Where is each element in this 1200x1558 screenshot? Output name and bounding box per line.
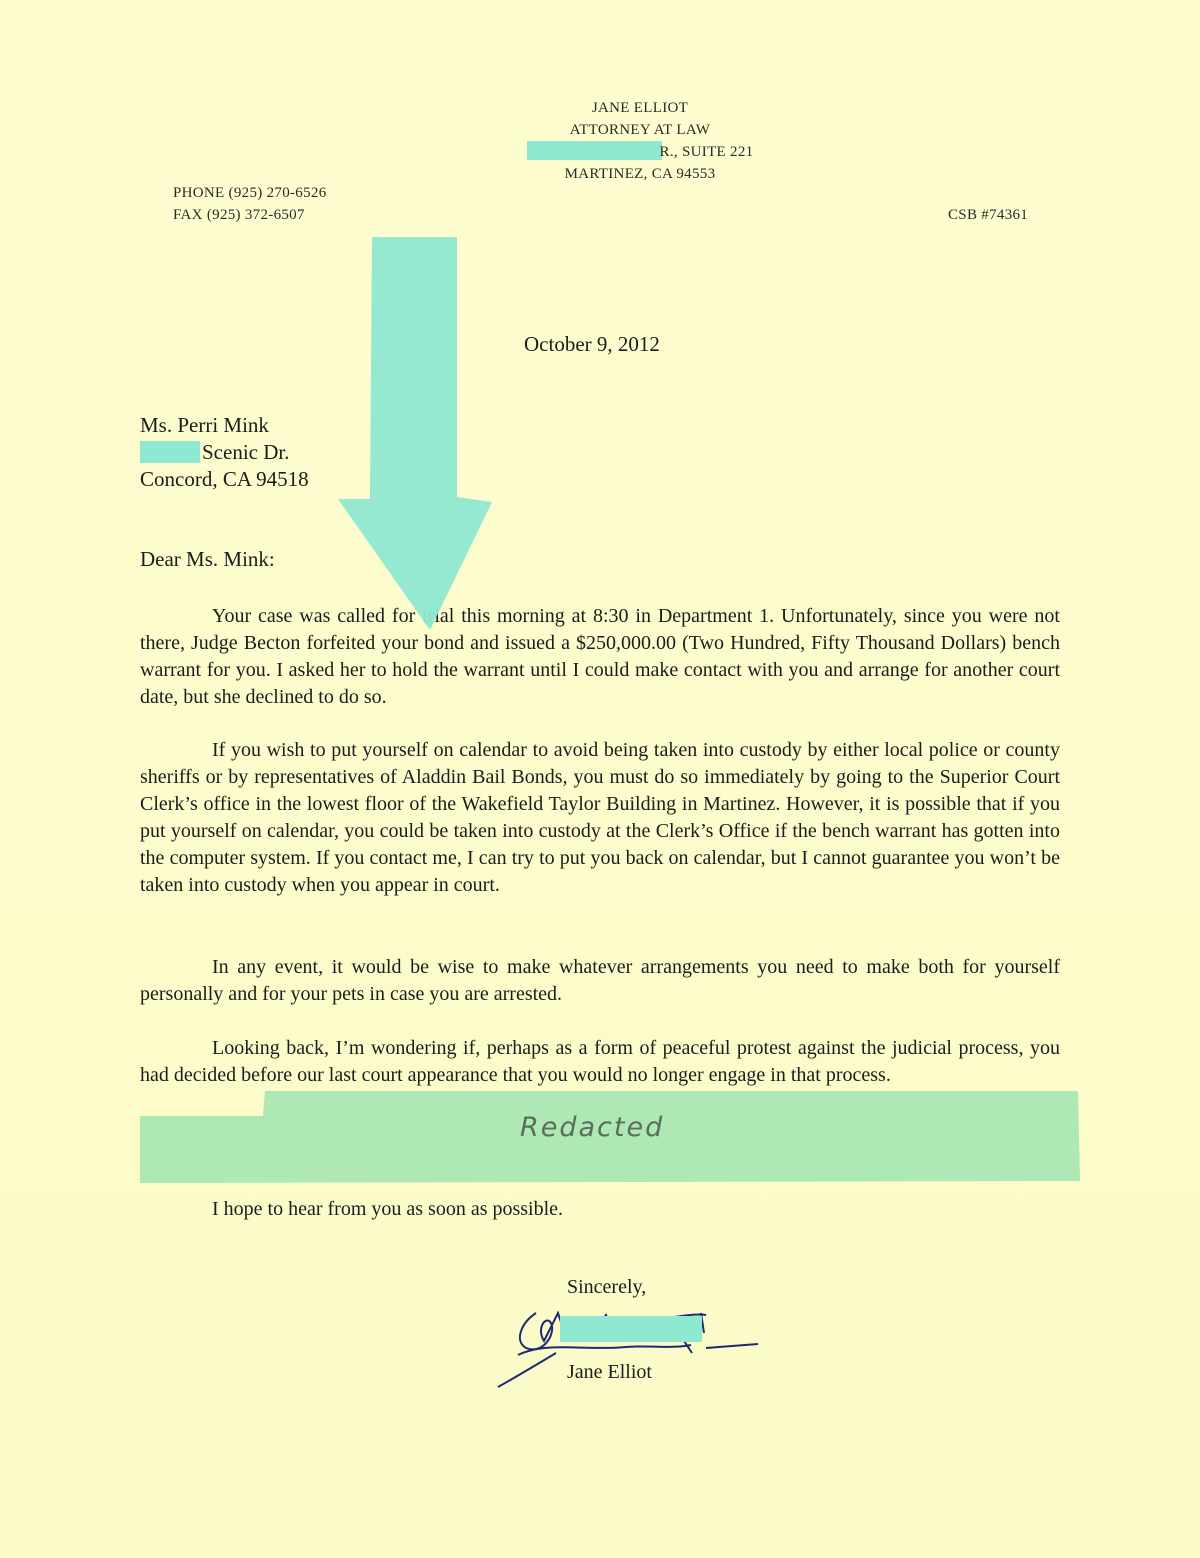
paragraph-text-2: If you wish to put yourself on calendar to avoid being taken into custody by either local police or county sheriffs or by representatives of Aladdin Bail Bonds, you must do so immediately by going to the Superior Court Clerk’s office in the lowest floor of the Wakefield Taylor Building in Martinez. However, it is possible that if you put yourself on calendar, you could be taken into custody at the Clerk’s Office if the bench warrant has gotten into the computer system. If you contact me, I can try to put you back on calendar, but I cannot guarantee you won’t be taken into custody when you appear in court. — [140, 739, 1060, 896]
attorney-address — [510, 141, 770, 164]
salutation: Dear Ms. Mink: — [140, 547, 275, 571]
closing: Sincerely, — [567, 1276, 647, 1298]
recipient-address — [140, 412, 309, 493]
address-redaction-mask — [527, 141, 662, 160]
signer-name: Jane Elliot — [567, 1361, 652, 1383]
body-paragraph-5 — [140, 1196, 1060, 1223]
redaction-label: Redacted — [520, 1112, 665, 1143]
paragraph-text-3: In any event, it would be wise to make whatever arrangements you need to make both for yourself personally and for your pets in case you are arrested. — [140, 956, 1060, 1005]
recipient-street: Scenic Dr. — [202, 440, 290, 464]
fax-number: FAX (925) 372-6507 — [173, 206, 305, 223]
down-arrow-icon — [330, 237, 495, 630]
recipient-city: Concord, CA 94518 — [140, 467, 309, 491]
letter-date: October 9, 2012 — [524, 332, 660, 356]
recipient-street-line — [140, 439, 309, 466]
attorney-name: JANE ELLIOT — [591, 100, 689, 116]
phone-number: PHONE (925) 270-6526 — [173, 185, 327, 201]
body-paragraph-3 — [140, 954, 1060, 1008]
paragraph-text-4: Looking back, I’m wondering if, perhaps as a form of peaceful protest against the judicial process, you had decided before our last court appearance that you would no longer engage in that process. — [140, 1037, 1060, 1086]
recipient-name: Ms. Perri Mink — [140, 413, 269, 437]
letterhead — [510, 98, 770, 185]
body-paragraph-2 — [140, 737, 1060, 899]
paragraph-text-5: I hope to hear from you as soon as possible. — [212, 1198, 564, 1220]
street-number-redaction-mask — [140, 441, 200, 463]
signature-redaction-mask — [560, 1316, 702, 1342]
attorney-title: ATTORNEY AT LAW — [569, 121, 711, 138]
attorney-address-text: R., SUITE 221 — [659, 144, 754, 160]
body-paragraph-4 — [140, 1035, 1060, 1089]
contact-block — [173, 183, 327, 226]
attorney-city: MARTINEZ, CA 94553 — [564, 165, 716, 182]
bar-number: CSB #74361 — [948, 207, 1029, 223]
body-paragraph-1 — [140, 603, 1060, 711]
paragraph-text-1: Your case was called for trial this morning at 8:30 in Department 1. Unfortunately, since you were not there, Judge Becton forfeited your bond and issued a $250,000.00 (Two Hundred, Fifty Thousand Dollars) bench warrant for you. I asked her to hold the warrant until I could make contact with you and arrange for another court date, but she declined to do so. — [140, 605, 1060, 708]
